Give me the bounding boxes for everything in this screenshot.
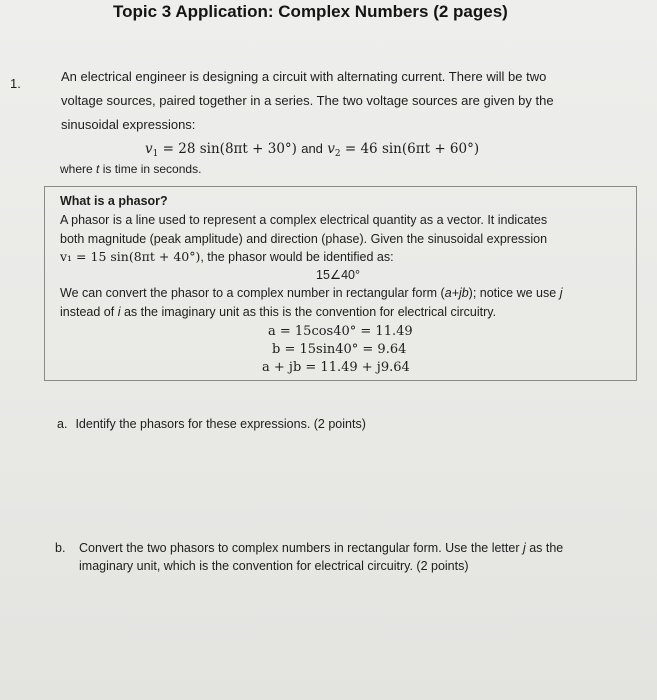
box-line-5-post: as the imaginary unit as this is the convention for electrical circuitry. [120,305,497,319]
rectangular-form: a+jb [444,286,469,300]
v1-subscript: 1 [152,149,159,159]
part-b-line-1 [79,541,563,555]
time-note-post: is time in seconds. [99,162,202,176]
voltage-equations [145,141,479,159]
box-line-2: both magnitude (peak amplitude) and direction (phase). Given the sinusoidal expression [60,232,548,246]
box-heading: What is a phasor? [60,194,168,208]
part-b-line-1-pre: Convert the two phasors to complex numbers in rectangular form. Use the letter [79,541,523,555]
example-equation: v₁ = 15 sin(8πt + 40°) [60,249,201,264]
equation-a: a = 15cos40° = 11.49 [268,324,413,339]
part-a-text: Identify the phasors for these expressions. (2 points) [75,417,366,431]
box-line-5-pre: instead of [60,305,118,319]
box-line-5 [60,305,496,319]
part-b-label: b. [55,541,66,555]
v2-symbol: v [322,141,335,157]
example-phasor: 15∠40° [316,268,361,282]
v1-symbol: v [145,141,153,157]
part-b-line-1-post: as the [525,541,564,555]
v2-expression: = 46 sin(6πt + 60°) [340,141,480,157]
part-a-label: a. [57,417,68,431]
equation-sum: a + jb = 11.49 + j9.64 [262,360,410,375]
time-variable: t [96,162,100,176]
v2-subscript: 2 [334,149,341,159]
box-line-4-mid: ); notice we use [468,286,560,300]
equation-b: b = 15sin40° = 9.64 [272,342,407,357]
part-b-line-2: imaginary unit, which is the convention for electrical circuitry. (2 points) [79,559,469,573]
question-number: 1. [10,76,21,91]
box-line-3-text: , the phasor would be identified as: [200,250,394,264]
page-title: Topic 3 Application: Complex Numbers (2 pages) [113,2,508,21]
j-letter: j [559,286,563,300]
box-line-3 [60,249,394,264]
box-line-4-pre: We can convert the phasor to a complex number in rectangular form ( [60,286,445,300]
question-intro-line-1: An electrical engineer is designing a circuit with alternating current. There will be two [61,69,547,84]
part-b-j-letter: j [522,541,526,555]
time-note [60,162,201,176]
v1-expression: = 28 sin(8πt + 30°) [158,141,302,157]
part-a [57,417,366,431]
box-line-1: A phasor is a line used to represent a complex electrical quantity as a vector. It indicates [60,213,548,227]
question-intro-line-3: sinusoidal expressions: [61,117,196,132]
box-line-4 [60,286,562,300]
time-note-pre: where [60,162,97,176]
i-letter: i [117,305,121,319]
question-intro-line-2: voltage sources, paired together in a series. The two voltage sources are given by the [61,93,554,108]
and-word: and [301,141,323,156]
